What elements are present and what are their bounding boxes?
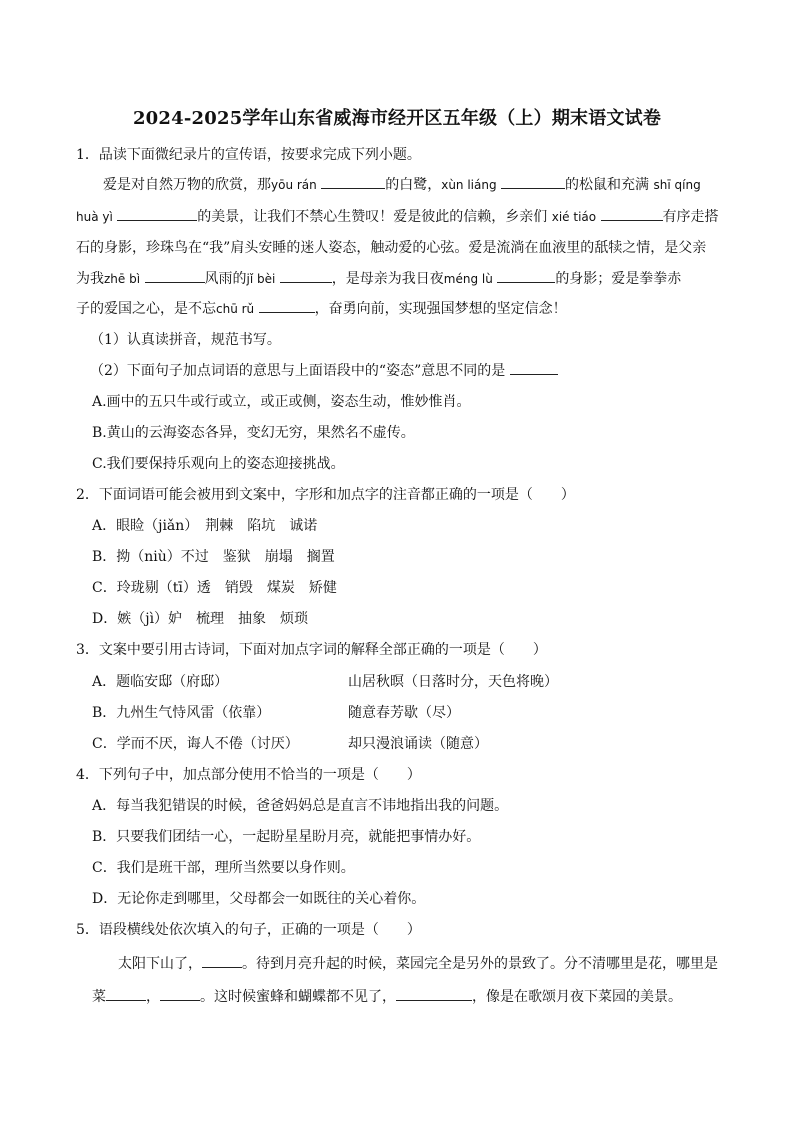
pinyin-huayi: huà yì	[76, 210, 113, 224]
q1-passage-line-4: 为我zhē bì 风雨的jǐ bèi ，是母亲为我日夜méng lù 的身影；爱是拳拳赤	[76, 271, 682, 287]
q1-option-a[interactable]: A.画中的五只牛或行或立，或正或侧，姿态生动，惟妙惟肖。	[92, 394, 471, 410]
q3-option-b-second: 随意春芳歇（尽）	[348, 705, 460, 721]
q3-option-c[interactable]: C．学而不厌，诲人不倦（讨厌）	[92, 736, 299, 752]
q3-option-a-second: 山居秋暝（日落时分，天色将晚）	[348, 674, 558, 690]
answer-blank[interactable]	[497, 270, 555, 283]
pinyin-xunliang: xùn liáng	[441, 178, 497, 192]
q4-stem: 4．下列句子中，加点部分使用不恰当的一项是（ ）	[76, 767, 421, 783]
pinyin-menglu: méng lù	[443, 272, 493, 286]
pinyin-xietiao: xié tiáo	[551, 210, 597, 224]
q4-option-b[interactable]: B．只要我们团结一心，一起盼星星盼月亮，就能把事情办好。	[92, 829, 481, 845]
answer-blank[interactable]	[601, 208, 663, 221]
q1-passage-line-1: 爱是对自然万物的欣赏，那yōu rán 的白鹭，xùn liáng 的松鼠和充满 shī qíng	[103, 177, 701, 193]
pinyin-zhebi: zhē bì	[104, 272, 141, 286]
q3-option-a[interactable]: A．题临安邸（府邸）	[92, 674, 229, 690]
q1-stem: 1．品读下面微纪录片的宣传语，按要求完成下列小题。	[76, 147, 421, 163]
q3-option-b[interactable]: B．九州生气恃风雷（依靠）	[92, 705, 271, 721]
q4-option-c[interactable]: C．我们是班干部，理所当然要以身作则。	[92, 860, 355, 876]
q3-option-c-second: 却只漫浪诵读（随意）	[348, 736, 488, 752]
q2-option-c[interactable]: C．玲珑剔（tī）透 销毁 煤炭 矫健	[92, 580, 337, 596]
q1-sub-1: （1）认真读拼音，规范书写。	[90, 332, 281, 348]
answer-blank[interactable]	[259, 300, 315, 313]
answer-blank[interactable]	[510, 362, 558, 375]
q1-option-b[interactable]: B.黄山的云海姿态各异，变幻无穷，果然名不虚传。	[92, 425, 415, 441]
answer-blank[interactable]	[202, 955, 242, 968]
answer-blank[interactable]	[280, 270, 332, 283]
q2-option-a[interactable]: A．眼睑（jiǎn） 荆棘 陷坑 诚诺	[92, 518, 318, 534]
pinyin-youran: yōu rán	[271, 178, 317, 192]
q5-passage-line-1: 太阳下山了， 。待到月亮升起的时候，菜园完全是另外的景致了。分不清哪里是花，哪里是	[118, 956, 718, 972]
q4-option-d[interactable]: D．无论你走到哪里，父母都会一如既往的关心着你。	[92, 891, 426, 907]
q4-option-a[interactable]: A．每当我犯错误的时候，爸爸妈妈总是直言不讳地指出我的问题。	[92, 798, 509, 814]
q1-option-c[interactable]: C.我们要保持乐观向上的姿态迎接挑战。	[92, 456, 345, 472]
q2-stem: 2．下面词语可能会被用到文案中，字形和加点字的注音都正确的一项是（ ）	[76, 487, 575, 503]
q5-stem: 5．语段横线处依次填入的句子，正确的一项是（ ）	[76, 922, 421, 938]
q5-passage-line-2: 菜 ， 。这时候蜜蜂和蝴蝶都不见了， ，像是在歌颂月夜下菜园的美景。	[92, 989, 682, 1005]
q2-option-b[interactable]: B．拗（niù）不过 鉴狱 崩塌 搁置	[92, 549, 335, 565]
pinyin-churu: chū rǔ	[216, 302, 255, 316]
q1-passage-line-3: 石的身影，珍珠鸟在“我”肩头安睡的迷人姿态，触动爱的心弦。爱是流淌在血液里的舐犊之情，是父亲	[76, 240, 707, 256]
pinyin-shiqing: shī qíng	[653, 178, 701, 192]
q3-stem: 3．文案中要引用古诗词，下面对加点字词的解释全部正确的一项是（ ）	[76, 642, 547, 658]
answer-blank[interactable]	[145, 270, 205, 283]
q1-passage-line-2: huà yì 的美景，让我们不禁心生赞叹！爱是彼此的信赖，乡亲们 xié tiáo 有序走搭	[76, 209, 719, 225]
q1-sub-2: （2）下面句子加点词语的意思与上面语段中的“姿态”意思不同的是	[90, 362, 558, 380]
q2-option-d[interactable]: D．嫉（jì）妒 梳理 抽象 烦琐	[92, 611, 309, 627]
pinyin-jibei: jǐ bèi	[246, 272, 276, 286]
page-title: 2024-2025学年山东省威海市经开区五年级（上）期末语文试卷	[132, 108, 662, 129]
answer-blank[interactable]	[117, 208, 197, 221]
answer-blank[interactable]	[160, 988, 200, 1001]
answer-blank[interactable]	[396, 988, 472, 1001]
answer-blank[interactable]	[501, 176, 565, 189]
q1-passage-line-5: 子的爱国之心，是不忘chū rǔ ，奋勇向前，实现强国梦想的坚定信念！	[76, 301, 567, 317]
answer-blank[interactable]	[106, 988, 146, 1001]
answer-blank[interactable]	[321, 176, 385, 189]
